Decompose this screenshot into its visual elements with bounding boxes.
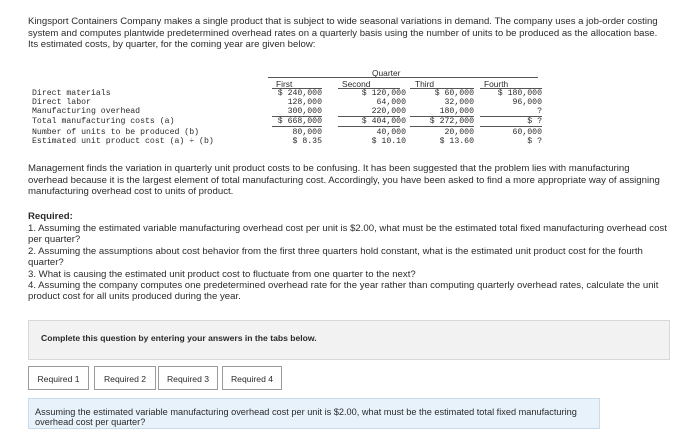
management-paragraph: Management finds the variation in quarterly unit product costs to be confusing. It has been suggested that the problem lies with manufacturing overhead because it is the largest element of total manufacturing cost. Accordingly, you have been asked to find a more appropriate way of assigning manufacturing overhead cost to units of product. [28,163,660,198]
table-row [32,107,542,116]
cell-third: $ 272,000 [429,117,474,126]
total-rule [480,126,542,127]
cell-fourth: $ ? [527,117,542,126]
row-label: Direct materials [32,89,111,98]
column-header-third: Third [415,79,435,89]
row-label: Manufacturing overhead [32,107,141,116]
cell-third: 32,000 [444,98,474,107]
cell-fourth: ? [537,107,542,116]
cell-first: 80,000 [292,128,322,137]
row-label: Number of units to be produced (b) [32,128,200,137]
required-item: 2. Assuming the assumptions about cost behavior from the first three quarters hold constant, what is the estimated unit product cost for the fourth quarter? [28,245,643,269]
cell-second: 220,000 [371,107,406,116]
problem-intro: Kingsport Containers Company makes a single product that is subject to wide seasonal variations in demand. The company uses a job-order costing system and computes plantwide predetermined overhead rates on a quarterly basis using the number of units to be produced as the allocation base. Its estimated costs, by quarter, for the coming year are given below: [28,16,658,51]
column-header-fourth: Fourth [484,79,509,89]
total-rule [410,126,474,127]
cell-first: 300,000 [287,107,322,116]
cell-first: $ 668,000 [277,117,322,126]
answer-prompt-text: Assuming the estimated variable manufacturing overhead cost per unit is $2.00, what must be the estimated total fixed manufacturing overhead cost per quarter? [35,407,577,428]
instruction-text: Complete this question by entering your answers in the tabs below. [41,333,317,343]
cell-second: 64,000 [376,98,406,107]
cell-second: 40,000 [376,128,406,137]
tab-required-4[interactable]: Required 4 [222,366,282,390]
required-heading: Required: [28,211,73,222]
required-item: 3. What is causing the estimated unit product cost to fluctuate from one quarter to the next? [28,268,416,280]
answer-prompt-box [28,398,600,429]
required-item: 4. Assuming the company computes one predetermined overhead rate for the year rather than computing quarterly overhead rates, calculate the unit product cost for all units produced during the year. [28,280,659,303]
required-item: 1. Assuming the estimated variable manufacturing overhead cost per unit is $2.00, what must be the estimated total fixed manufacturing overhead cost per quarter? [28,223,667,246]
cell-fourth: $ ? [527,137,542,146]
cell-first: $ 8.35 [292,137,322,146]
cell-third: 20,000 [444,128,474,137]
table-row [32,137,542,146]
cell-fourth: 96,000 [512,98,542,107]
cell-first: 128,000 [287,98,322,107]
cell-second: $ 10.10 [371,137,406,146]
cell-third: $ 60,000 [434,89,474,98]
tab-required-1[interactable]: Required 1 [28,366,89,390]
cell-fourth: 60,000 [512,128,542,137]
required-list [28,223,668,303]
column-header-second: Second [342,79,371,89]
cell-third: 180,000 [439,107,474,116]
column-header-first: First [276,79,293,89]
instruction-panel [28,320,670,360]
row-label: Estimated unit product cost (a) ÷ (b) [32,137,214,146]
quarter-header-rule [268,77,538,78]
cell-fourth: $ 180,000 [497,89,542,98]
row-label: Total manufacturing costs (a) [32,117,175,126]
total-rule [338,126,400,127]
cell-second: $ 120,000 [361,89,406,98]
table-row [32,89,542,98]
cell-third: $ 13.60 [439,137,474,146]
row-label: Direct labor [32,98,91,107]
tab-required-2[interactable]: Required 2 [94,366,156,390]
quarter-header: Quarter [372,68,401,78]
table-row [32,128,542,137]
table-row [32,98,542,107]
tab-required-3[interactable]: Required 3 [158,366,218,390]
total-rule [272,126,322,127]
table-row [32,117,542,126]
cell-second: $ 404,000 [361,117,406,126]
cell-first: $ 240,000 [277,89,322,98]
